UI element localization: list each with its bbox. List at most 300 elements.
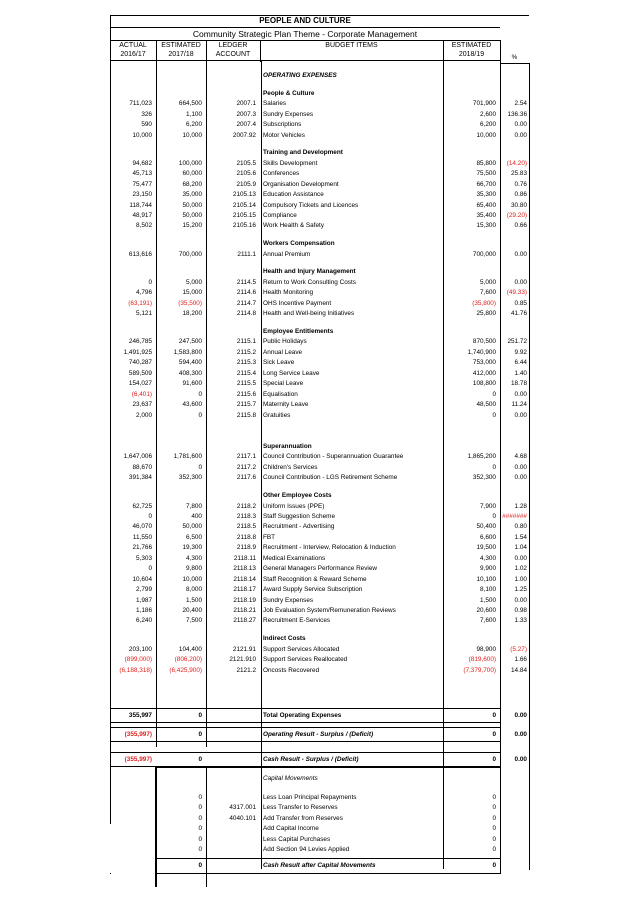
capital-rule [206, 767, 207, 887]
col-rule [156, 40, 157, 62]
actual-value: 0 [148, 512, 152, 520]
estimated-value: (35,500) [178, 299, 202, 307]
ledger-account: 2115.4 [236, 369, 256, 377]
estimated-value: 0 [198, 390, 202, 398]
capital-item-label: Less Transfer to Reserves [263, 804, 338, 812]
total-rule [110, 727, 500, 728]
estimated-2018-value: 9,900 [480, 565, 496, 573]
column-header-sub: 2017/18 [168, 51, 194, 58]
ledger-account: 2105.15 [232, 212, 256, 220]
capital-ledger: 4317.001 [229, 804, 256, 812]
estimated-value: 50,000 [182, 201, 202, 209]
actual-value: 94,682 [132, 159, 152, 167]
budget-item-label: Skills Development [263, 159, 318, 167]
ledger-account: 2117.1 [236, 453, 256, 461]
estimated-2018-value: 0 [492, 512, 496, 520]
estimated-2018-value: 19,500 [476, 544, 496, 552]
percent-change: 1.40 [514, 369, 527, 377]
actual-value: 62,725 [132, 502, 152, 510]
actual-value: 10,000 [132, 131, 152, 139]
budget-item-label: Special Leave [263, 380, 304, 388]
budget-item-label: Long Service Leave [263, 369, 320, 377]
actual-value: (6,401) [131, 390, 152, 398]
estimated-value: 7,800 [186, 502, 202, 510]
actual-value: 46,070 [132, 523, 152, 531]
percent-change: 251.72 [507, 338, 527, 346]
budget-item-label: Recruitment - Interview, Relocation & Induction [263, 544, 396, 552]
percent-change: (29.20) [506, 212, 527, 220]
budget-item-label: Recruitment - Advertising [263, 523, 335, 531]
ledger-account: 2118.17 [233, 586, 256, 594]
estimated-value: 104,400 [178, 645, 202, 653]
actual-value: 11,550 [132, 533, 152, 541]
budget-item-label: Sick Leave [263, 359, 295, 367]
budget-item-label: Medical Examinations [263, 554, 326, 562]
actual-value: 711,023 [129, 100, 152, 108]
budget-item-label: Public Holidays [263, 338, 307, 346]
total-percent: 0.00 [514, 731, 527, 738]
ledger-account: 2115.8 [236, 411, 256, 419]
estimated-2018-value: 50,400 [476, 523, 496, 531]
estimated-2018-value: 48,500 [476, 401, 496, 409]
estimated-value: 91,600 [182, 380, 202, 388]
total-percent: 0.00 [514, 712, 527, 719]
actual-value: 0 [148, 565, 152, 573]
total-actual: (355,997) [124, 756, 152, 763]
percent-change: 18.78 [511, 380, 527, 388]
total-estimated: 0 [198, 712, 202, 719]
total-label: Cash Result - Surplus / (Deficit) [263, 756, 359, 763]
capital-bottom-rule [155, 873, 500, 874]
r [110, 747, 111, 748]
actual-value: 23,150 [132, 191, 152, 199]
ledger-account: 2115.2 [236, 348, 256, 356]
percent-change: 0.00 [514, 250, 527, 258]
estimated-value: (6,425,900) [169, 666, 202, 674]
ledger-account: 2117.6 [236, 474, 256, 482]
estimated-2018-value: 870,500 [472, 338, 496, 346]
page-subtitle: Community Strategic Plan Theme - Corporate Management [192, 29, 418, 39]
estimated-2018-value: 0 [492, 390, 496, 398]
estimated-value: 4,300 [186, 554, 202, 562]
actual-value: 6,240 [136, 617, 152, 625]
estimated-value: 5,000 [186, 278, 202, 286]
percent-change: 0.76 [514, 180, 527, 188]
capital-estimated: 0 [198, 804, 202, 812]
actual-value: 5,303 [136, 554, 152, 562]
estimated-2018-value: 65,400 [476, 201, 496, 209]
actual-value: 590 [141, 121, 152, 129]
ledger-account: 2114.7 [236, 299, 256, 307]
actual-value: 75,477 [132, 180, 152, 188]
percent-change: 0.98 [514, 607, 527, 615]
estimated-value: 10,000 [182, 575, 202, 583]
budget-item-label: Compliance [263, 212, 297, 220]
percent-change: (14.20) [506, 159, 527, 167]
budget-item-label: Job Evaluation System/Remuneration Reviews [263, 607, 396, 615]
percent-change: 136.36 [507, 110, 527, 118]
actual-value: 23,637 [132, 401, 152, 409]
estimated-2018-value: 412,000 [472, 369, 496, 377]
column-header-sub: 2018/19 [458, 51, 485, 58]
budget-item-label: Recruitment E-Services [263, 617, 331, 625]
actual-value: 1,491,925 [123, 348, 152, 356]
estimated-value: 1,100 [186, 110, 202, 118]
budget-item-label: Children's Services [263, 463, 318, 471]
total-label: Operating Result - Surplus / (Deficit) [263, 731, 374, 738]
ledger-account: 2121.91 [232, 645, 256, 653]
estimated-2018-value: 35,300 [476, 191, 496, 199]
subtitle-rule [110, 40, 500, 41]
estimated-value: 1,781,600 [173, 453, 202, 461]
estimated-2018-value: 6,200 [480, 121, 496, 129]
estimated-value: 8,000 [186, 586, 202, 594]
percent-change: 11.24 [511, 401, 527, 409]
budget-item-label: Oncosts Recovered [263, 666, 320, 674]
ledger-account: 2121.910 [229, 656, 256, 664]
budget-item-label: Education Assistance [263, 191, 324, 199]
percent-change: 25.83 [511, 170, 527, 178]
budget-item-label: Support Services Allocated [263, 645, 340, 653]
capital-final-estimated: 0 [198, 862, 202, 869]
estimated-2018-value: 6,600 [480, 533, 496, 541]
actual-value: 118,744 [129, 201, 152, 209]
budget-item-label: Motor Vehicles [263, 131, 305, 139]
capital-estimated: 0 [198, 825, 202, 833]
estimated-2018-value: 15,300 [476, 222, 496, 230]
budget-item-label: Maternity Leave [263, 401, 309, 409]
capital-estimated: 0 [198, 814, 202, 822]
budget-item-label: Conferences [263, 170, 300, 178]
percent-change: 0.00 [514, 411, 527, 419]
actual-value: 8,502 [136, 222, 152, 230]
estimated-value: 60,000 [182, 170, 202, 178]
col-rule [443, 40, 444, 62]
section-heading: People & Culture [263, 89, 315, 97]
body-rule [261, 61, 262, 869]
estimated-value: 594,400 [178, 359, 202, 367]
estimated-2018-value: 1,740,900 [467, 348, 496, 356]
budget-item-label: Salaries [263, 100, 287, 108]
estimated-value: 50,000 [182, 212, 202, 220]
ledger-account: 2007.92 [232, 131, 256, 139]
estimated-2018-value: 5,000 [480, 278, 496, 286]
capital-estimated-2018: 0 [492, 846, 496, 854]
estimated-value: 247,500 [178, 338, 202, 346]
actual-value: 1,987 [136, 596, 152, 604]
estimated-value: 10,000 [182, 131, 202, 139]
estimated-value: 0 [198, 411, 202, 419]
estimated-2018-value: 20,600 [476, 607, 496, 615]
ledger-account: 2115.5 [236, 380, 256, 388]
budget-item-label: FBT [263, 533, 276, 541]
ledger-account: 2114.5 [236, 278, 256, 286]
budget-item-label: Gratuities [263, 411, 291, 419]
estimated-2018-value: 108,800 [472, 380, 496, 388]
estimated-value: 35,000 [182, 191, 202, 199]
estimated-2018-value: 7,600 [480, 289, 496, 297]
budget-item-label: General Managers Performance Review [263, 565, 378, 573]
actual-value: 2,000 [136, 411, 152, 419]
estimated-value: 9,800 [186, 565, 202, 573]
total-percent: 0.00 [514, 756, 527, 763]
estimated-value: 15,200 [182, 222, 202, 230]
ledger-account: 2118.8 [236, 533, 256, 541]
header-bottom-rule [110, 60, 500, 61]
estimated-value: 68,200 [182, 180, 202, 188]
actual-value: 5,121 [136, 310, 152, 318]
col-rule [206, 40, 207, 62]
actual-value: 326 [141, 110, 152, 118]
ledger-account: 2118.11 [233, 554, 256, 562]
estimated-2018-value: 1,500 [480, 596, 496, 604]
estimated-value: 664,500 [178, 100, 202, 108]
estimated-value: 18,200 [182, 310, 202, 318]
actual-value: 1,647,006 [123, 453, 152, 461]
percent-change: 0.66 [514, 222, 527, 230]
percent-change: 9.92 [514, 348, 527, 356]
ledger-account: 2118.14 [233, 575, 256, 583]
ledger-account: 2118.19 [233, 596, 256, 604]
estimated-value: 43,600 [182, 401, 202, 409]
estimated-2018-value: 1,865,200 [467, 453, 496, 461]
percent-change: 1.00 [514, 575, 527, 583]
estimated-2018-value: 98,900 [476, 645, 496, 653]
budget-item-label: Uniform Issues (PPE) [263, 502, 325, 510]
total-estimated-2018: 0 [492, 712, 496, 719]
percent-change: 4.68 [514, 453, 527, 461]
estimated-2018-value: 7,600 [480, 617, 496, 625]
budget-item-label: Support Services Reallocated [263, 656, 348, 664]
column-header-sub: ACCOUNT [215, 51, 251, 58]
capital-final-rule [155, 858, 500, 859]
percent-change: 0.00 [514, 131, 527, 139]
title-rule [110, 27, 500, 28]
ledger-account: 2007.1 [236, 100, 256, 108]
total-estimated: 0 [198, 731, 202, 738]
ledger-account: 2118.2 [236, 502, 256, 510]
ledger-account: 2105.9 [236, 180, 256, 188]
total-estimated-2018: 0 [492, 756, 496, 763]
estimated-value: 0 [198, 463, 202, 471]
capital-item-label: Less Loan Principal Repayments [263, 794, 357, 801]
budget-item-label: Work Health & Safety [263, 222, 324, 230]
ledger-account: 2118.9 [236, 544, 256, 552]
budget-item-label: Council Contribution - Superannuation Guarantee [263, 453, 404, 461]
estimated-2018-value: 75,500 [476, 170, 496, 178]
column-header: ESTIMATED [161, 42, 201, 49]
column-header: BUDGET ITEMS [325, 42, 378, 49]
capital-estimated: 0 [198, 835, 202, 843]
ledger-account: 2118.13 [233, 565, 256, 573]
percent-change: 0.00 [514, 390, 527, 398]
section-heading: Workers Compensation [263, 240, 335, 248]
estimated-2018-value: 7,900 [480, 502, 496, 510]
estimated-2018-value: 701,900 [472, 100, 496, 108]
estimated-value: 700,000 [178, 250, 202, 258]
budget-item-label: Annual Premium [263, 250, 311, 258]
capital-estimated: 0 [198, 846, 202, 854]
total-rule [110, 741, 500, 742]
ledger-account: 2105.13 [232, 191, 256, 199]
actual-value: 740,287 [128, 359, 152, 367]
estimated-2018-value: 25,800 [476, 310, 496, 318]
col-rule [260, 40, 261, 62]
percent-change: 0.00 [514, 474, 527, 482]
ledger-account: 2115.6 [236, 390, 256, 398]
ledger-account: 2118.5 [236, 523, 256, 531]
actual-value: (6,188,318) [119, 666, 152, 674]
capital-item-label: Less Capital Purchases [263, 835, 331, 843]
ledger-account: 2105.5 [236, 159, 256, 167]
estimated-2018-value: 35,400 [476, 212, 496, 220]
column-header: ESTIMATED [451, 42, 492, 49]
section-heading: Indirect Costs [263, 635, 306, 643]
budget-item-label: Sundry Expenses [263, 110, 314, 118]
actual-value: 613,616 [128, 250, 152, 258]
total-rule [110, 752, 500, 753]
total-estimated-2018: 0 [492, 731, 496, 738]
capital-heading: Capital Movements [263, 775, 318, 782]
budget-item-label: Return to Work Consulting Costs [263, 278, 356, 286]
budget-item-label: Subscriptions [263, 121, 302, 129]
ledger-account: 2117.2 [236, 463, 256, 471]
estimated-value: 352,300 [178, 474, 202, 482]
budget-item-label: Staff Recognition & Reward Scheme [263, 575, 367, 583]
actual-value: 0 [148, 278, 152, 286]
actual-value: 88,670 [132, 463, 152, 471]
budget-item-label: Award Supply Service Subscription [263, 586, 363, 594]
section-heading: Training and Development [263, 149, 343, 157]
estimated-value: 7,500 [186, 617, 202, 625]
column-header-pct: % [511, 54, 518, 61]
ledger-account: 2115.1 [236, 338, 256, 346]
section-heading: Employee Entitlements [263, 328, 334, 336]
ledger-account: 2007.4 [236, 121, 256, 129]
total-estimated: 0 [198, 756, 202, 763]
percent-change: 1.33 [514, 617, 527, 625]
total-rule [110, 722, 500, 723]
budget-item-label: Council Contribution - LGS Retirement Scheme [263, 474, 398, 482]
section-heading: Health and Injury Management [263, 268, 356, 276]
total-actual: (355,997) [124, 731, 152, 738]
actual-value: 45,713 [132, 170, 152, 178]
percent-change: 0.00 [514, 596, 527, 604]
budget-item-label: OHS Incentive Payment [263, 299, 332, 307]
ledger-account: 2105.16 [232, 222, 256, 230]
ledger-account: 2118.3 [236, 512, 256, 520]
estimated-2018-value: 0 [492, 463, 496, 471]
section-heading: OPERATING EXPENSES [263, 72, 337, 79]
percent-change: (49.33) [506, 289, 527, 297]
budget-item-label: Equalisation [263, 390, 298, 398]
percent-change: 14.84 [511, 666, 527, 674]
estimated-value: 20,400 [182, 607, 202, 615]
estimated-2018-value: 10,100 [476, 575, 496, 583]
percent-change: 6.44 [514, 359, 527, 367]
budget-item-label: Compulsory Tickets and Licences [263, 201, 359, 209]
percent-change: 0.85 [514, 299, 527, 307]
actual-value: (899,000) [124, 656, 152, 664]
actual-value: 203,100 [128, 645, 152, 653]
percent-change: 2.54 [514, 100, 527, 108]
estimated-2018-value: 8,100 [480, 586, 496, 594]
actual-value: 1,186 [136, 607, 152, 615]
section-heading: Superannuation [263, 442, 312, 450]
percent-change: 1.04 [514, 544, 527, 552]
capital-estimated-2018: 0 [492, 835, 496, 843]
percent-change: 0.00 [514, 278, 527, 286]
estimated-2018-value: 85,800 [476, 159, 496, 167]
capital-ledger: 4040.101 [229, 814, 256, 822]
estimated-value: 400 [191, 512, 202, 520]
ledger-account: 2118.27 [233, 617, 256, 625]
percent-change: 1.66 [514, 656, 527, 664]
estimated-value: 408,300 [178, 369, 202, 377]
actual-value: 154,027 [128, 380, 152, 388]
actual-value: (63,191) [128, 299, 152, 307]
ledger-account: 2111.1 [237, 250, 256, 258]
ledger-account: 2105.6 [236, 170, 256, 178]
estimated-value: (806,200) [174, 656, 202, 664]
estimated-2018-value: 700,000 [472, 250, 496, 258]
capital-estimated-2018: 0 [492, 825, 496, 833]
estimated-value: 6,200 [186, 121, 202, 129]
r [110, 873, 111, 874]
estimated-value: 1,583,800 [173, 348, 202, 356]
actual-value: 48,917 [132, 212, 152, 220]
actual-value: 21,766 [132, 544, 152, 552]
capital-estimated-2018: 0 [492, 794, 496, 801]
ledger-account: 2114.8 [236, 310, 256, 318]
budget-item-label: Health Monitoring [263, 289, 314, 297]
estimated-value: 1,500 [186, 596, 202, 604]
capital-final-label: Cash Result after Capital Movements [263, 862, 376, 869]
estimated-value: 6,500 [186, 533, 202, 541]
actual-value: 589,509 [128, 369, 152, 377]
pct-header-rule [500, 63, 529, 64]
capital-item-label: Add Capital Income [263, 825, 319, 833]
ledger-account: 2007.3 [236, 110, 256, 118]
column-header: LEDGER [218, 42, 248, 49]
total-actual: 355,997 [128, 712, 152, 719]
budget-item-label: Staff Suggestion Scheme [263, 512, 336, 520]
budget-item-label: Organisation Development [263, 180, 339, 188]
percent-change: 1.54 [514, 533, 527, 541]
percent-change: 30.80 [511, 201, 527, 209]
actual-value: 10,604 [132, 575, 152, 583]
percent-change: 0.00 [514, 121, 527, 129]
estimated-value: 50,000 [182, 523, 202, 531]
budget-item-label: Health and Well-being Initiatives [263, 310, 355, 318]
actual-value: 391,384 [128, 474, 152, 482]
estimated-value: 15,000 [182, 289, 202, 297]
estimated-2018-value: (819,600) [468, 656, 496, 664]
percent-change: 0.00 [514, 554, 527, 562]
ledger-account: 2115.7 [236, 401, 256, 409]
estimated-2018-value: 753,000 [472, 359, 496, 367]
page-title: PEOPLE AND CULTURE [259, 16, 351, 25]
percent-change: 0.80 [514, 523, 527, 531]
percent-change: ####### [502, 512, 527, 520]
percent-change: (5.27) [510, 645, 527, 653]
total-label: Total Operating Expenses [263, 712, 342, 719]
estimated-2018-value: 10,000 [476, 131, 496, 139]
ledger-account: 2114.6 [236, 289, 256, 297]
estimated-2018-value: 0 [492, 411, 496, 419]
capital-final-estimated-2018: 0 [492, 862, 496, 869]
capital-item-label: Add Transfer from Reserves [263, 814, 343, 822]
